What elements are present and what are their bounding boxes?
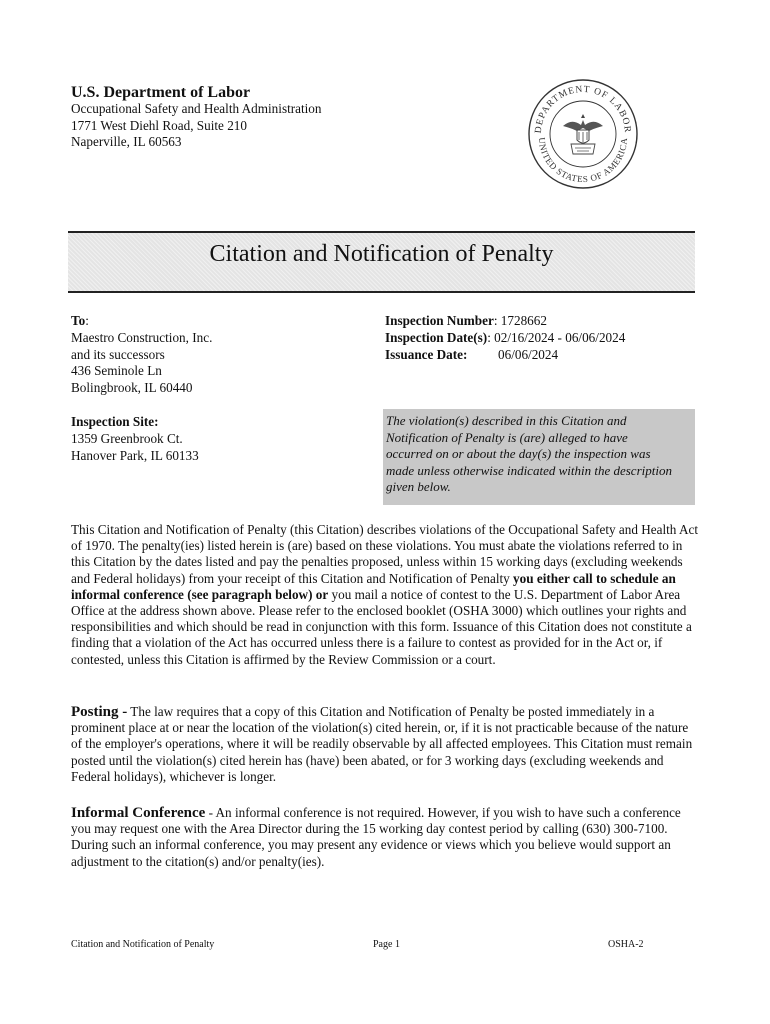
inspection-dates: 02/16/2024 - 06/06/2024	[494, 329, 626, 345]
intro-text-bold: you either call to schedule an informal conference (see paragraph below) or	[71, 570, 676, 602]
page-title: Citation and Notification of Penalty	[209, 241, 554, 267]
intro-paragraph	[71, 522, 699, 668]
informal-conference-paragraph	[71, 805, 699, 870]
inspection-number-label: Inspection Number	[385, 313, 494, 328]
inspection-site-city: Hanover Park, IL 60133	[71, 447, 199, 463]
recipient-successors: and its successors	[71, 346, 165, 362]
posting-text: The law requires that a copy of this Citation and Notification of Penalty be posted immediately in a prominent place at or near the location of the violation(s) cited herein, or, if it is not practicable because of the nature of the employer's operations, where it will be readily observable by all affected employees. This Citation must remain posted until the violation(s) cited herein has (have) been abated, or for 3 working days (excluding weekends and Federal holidays), whichever is longer.	[71, 704, 693, 784]
eagle-icon	[563, 114, 603, 154]
svg-text:UNITED STATES OF AMERICA: UNITED STATES OF AMERICA	[536, 137, 630, 185]
department-of-labor-seal	[527, 78, 639, 190]
inspection-site-label: Inspection Site:	[71, 414, 159, 429]
issuance-date-label: Issuance Date:	[385, 346, 468, 362]
footer-page-number: Page 1	[373, 939, 400, 950]
agency-name: U.S. Department of Labor	[71, 84, 251, 101]
notice-line: given below.	[386, 479, 451, 495]
svg-text:DEPARTMENT OF LABOR: DEPARTMENT OF LABOR	[533, 84, 633, 134]
intro-text-1: This Citation and Notification of Penalty (this Citation) describes violations of the Occupational Safety and Health Act of 1970. The penalty(ies) listed herein is (are) based on these violations. You must abate the violations referred to in this Citation by the dates listed and pay the penalties proposed, unless within 15 working days (excluding weekends and Federal holidays) from your receipt of this Citation and Notification of Penalty	[71, 522, 698, 586]
administration-name: Occupational Safety and Health Administration	[71, 101, 322, 116]
informal-conference-text: - An informal conference is not required. However, if you wish to have such a conference you may request one with the Area Director during the 15 working day contest period by calling (630) 300-7100. During such an informal conference, you may present any evidence or views which you believe would support an adjustment to the citation(s) and/or penalty(ies).	[71, 805, 681, 869]
notice-line: occurred on or about the day(s) the inspection was	[386, 446, 651, 462]
office-city: Naperville, IL 60563	[71, 134, 182, 149]
notice-line: Notification of Penalty is (are) alleged to have	[386, 429, 628, 445]
inspection-info: Inspection Number: 1728662 Inspection Date(s): 02/16/2024 - 06/06/2024 Issuance Date: 06/06/2024	[385, 313, 626, 362]
recipient-city: Bolingbrook, IL 60440	[71, 380, 193, 396]
notice-line: The violation(s) described in this Citation and	[386, 413, 627, 428]
recipient-street: 436 Seminole Ln	[71, 363, 162, 379]
office-street: 1771 West Diehl Road, Suite 210	[71, 118, 247, 133]
inspection-site-street: 1359 Greenbrook Ct.	[71, 430, 183, 446]
recipient-name: Maestro Construction, Inc.	[71, 329, 213, 345]
notice-line: made unless otherwise indicated within the description	[386, 462, 672, 478]
intro-text-2: you mail a notice of contest to the U.S. Department of Labor Area Office at the address shown above. Please refer to the enclosed booklet (OSHA 3000) which outlines your rights and responsibilities and which should be read in conjunction with this form. Issuance of this Citation does not constitute a finding that a violation of the Act has occurred unless there is a failure to contest as provided for in the Act or, if contested, unless this Citation is affirmed by the Review Commission or a court.	[71, 586, 692, 667]
footer-document-name: Citation and Notification of Penalty	[71, 939, 215, 950]
recipient-block: To: Maestro Construction, Inc. and its successors 436 Seminole Ln Bolingbrook, IL 60440	[71, 313, 213, 396]
inspection-dates-label: Inspection Date(s)	[385, 329, 488, 345]
title-banner	[68, 231, 695, 293]
issuance-date: 06/06/2024	[498, 346, 559, 362]
posting-heading: Posting -	[71, 704, 128, 720]
footer-form-number: OSHA-2	[608, 939, 644, 950]
posting-paragraph	[71, 704, 699, 785]
informal-conference-heading: Informal Conference	[71, 805, 206, 821]
inspection-site	[71, 414, 199, 464]
violation-notice-box	[383, 409, 695, 505]
recipient-label: To	[71, 313, 86, 328]
inspection-number: 1728662	[500, 313, 547, 328]
